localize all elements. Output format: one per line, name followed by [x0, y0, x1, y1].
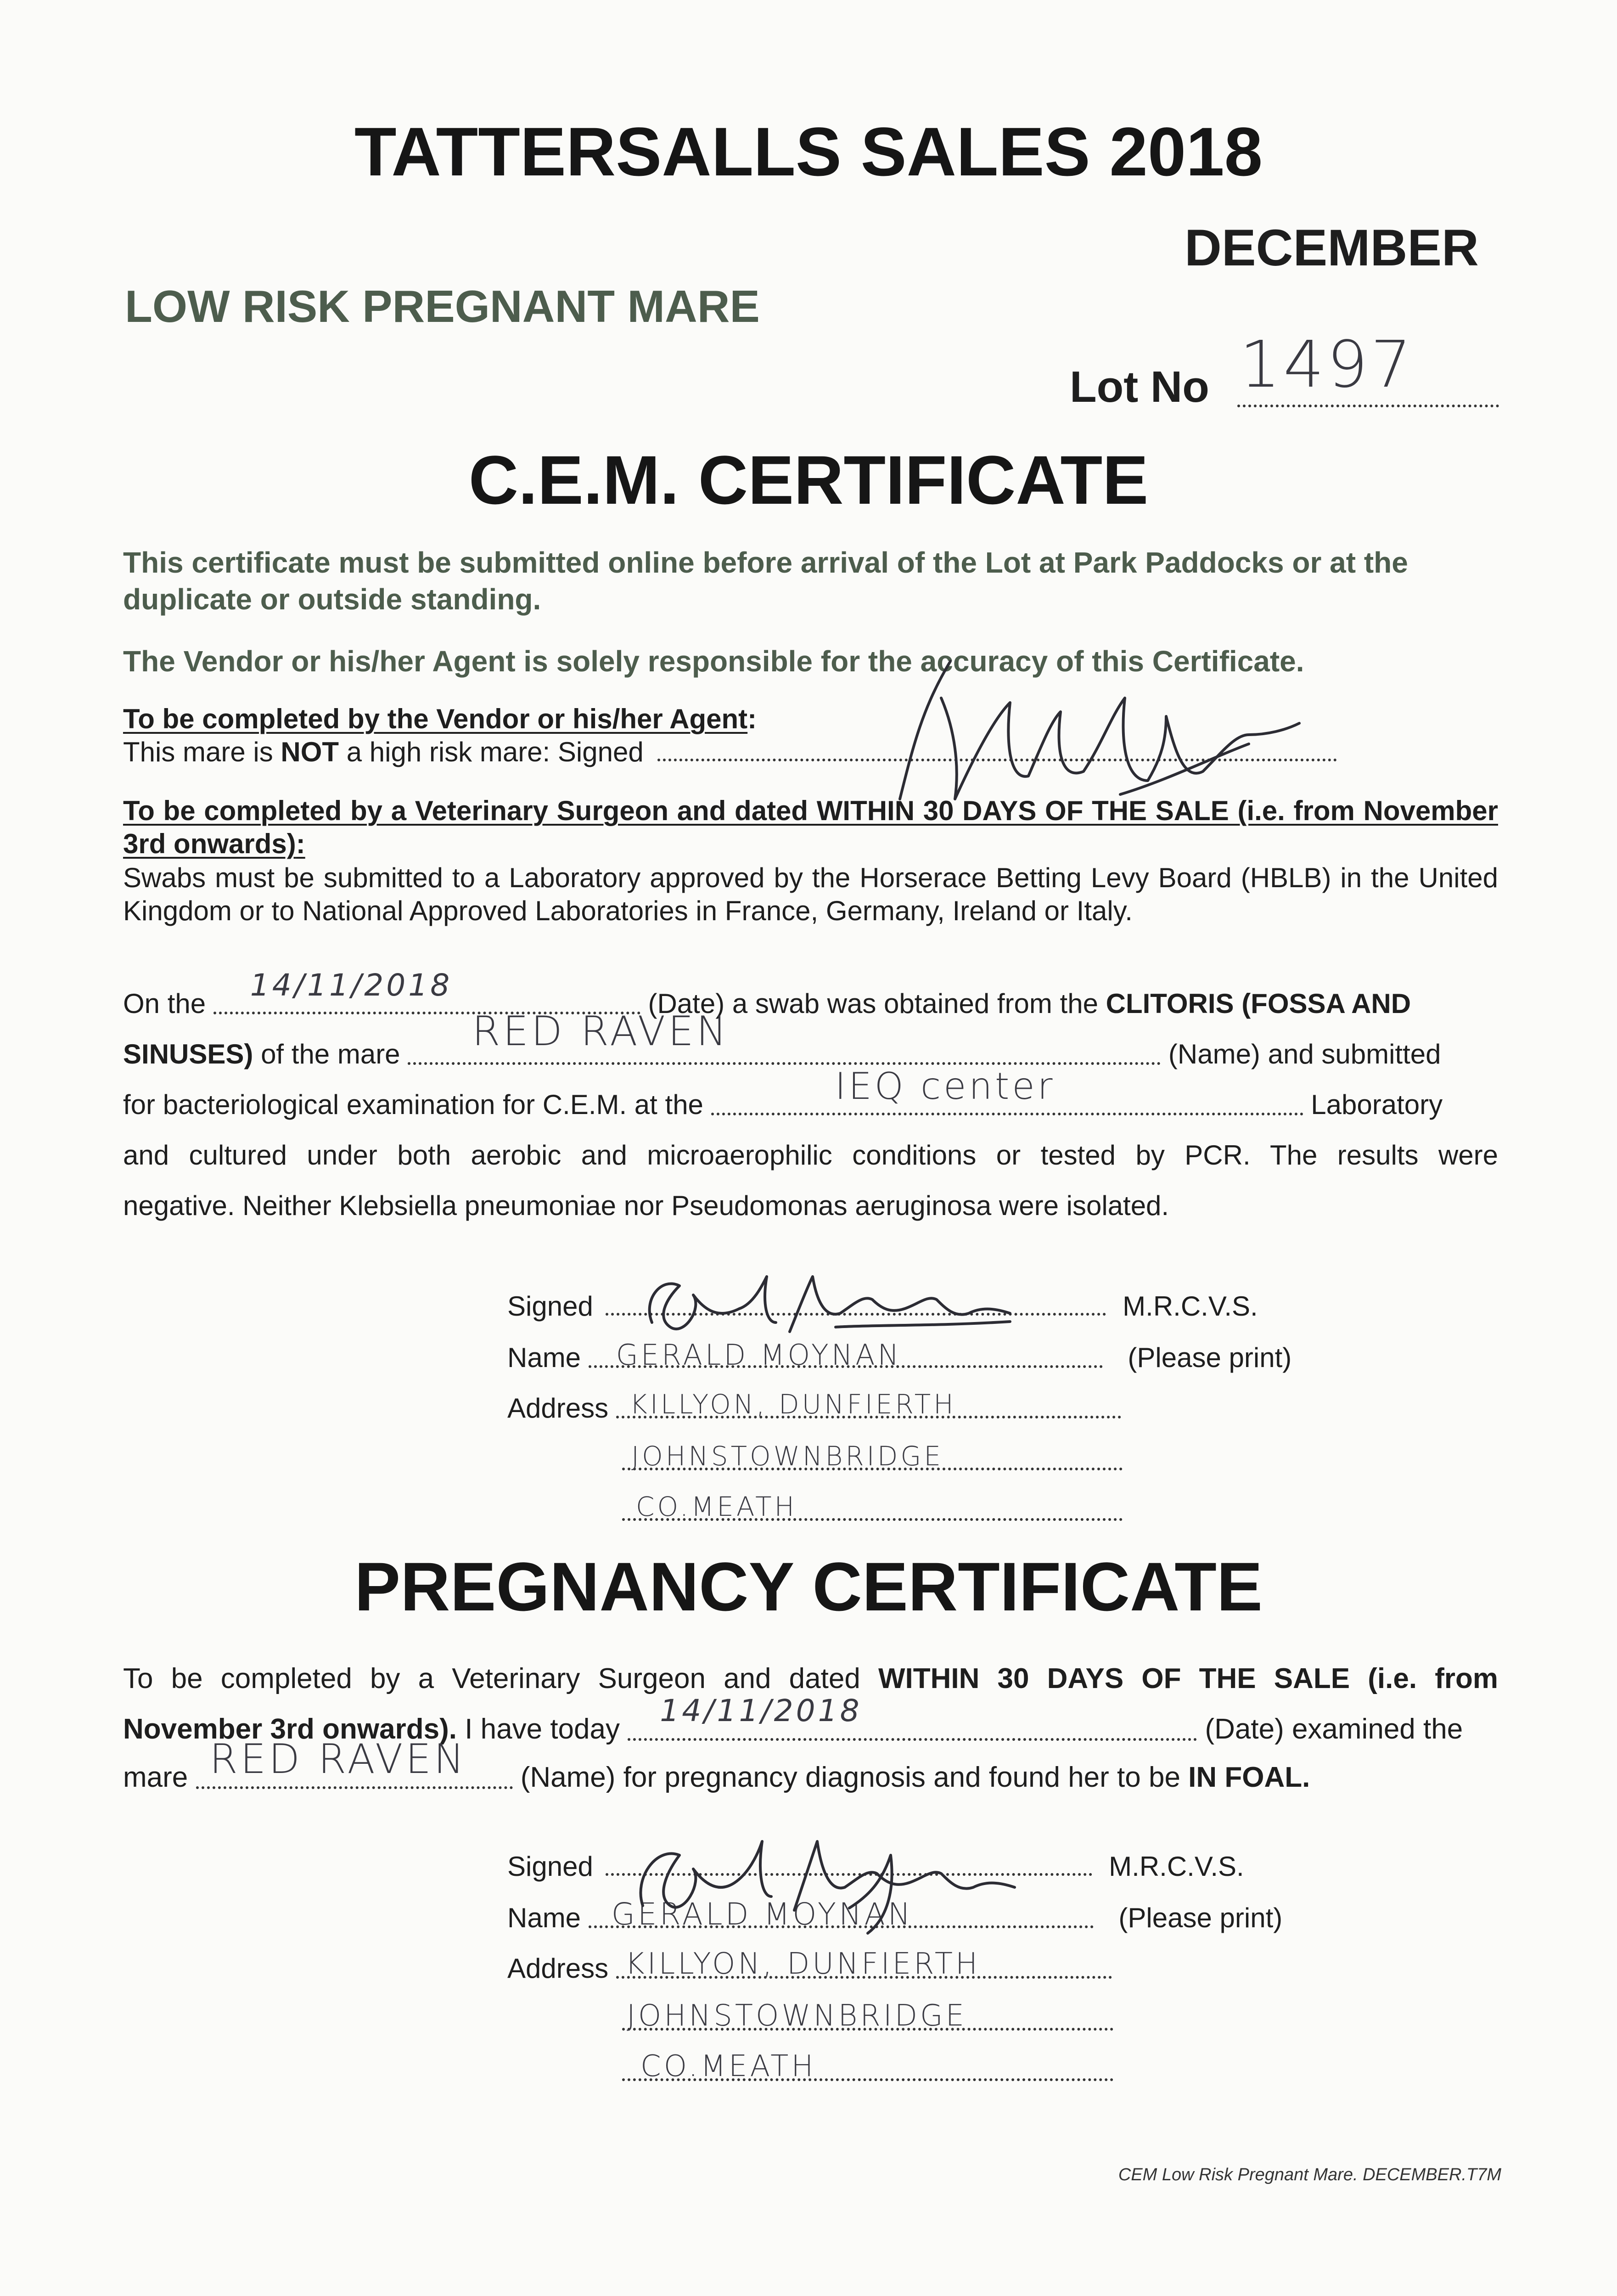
document-title: TATTERSALLS SALES 2018 [354, 113, 1263, 190]
vendor-statement: This mare is [123, 737, 281, 767]
negative-statement: negative. Neither Klebsiella pneumoniae nor Pseudomonas aeruginosa were isolated. [123, 1190, 1169, 1221]
pregnancy-date-value: 14/11/2018 [660, 1693, 862, 1728]
cem-vet-name-value: GERALD MOYNAN [616, 1338, 902, 1372]
not-emphasis: NOT [281, 737, 339, 767]
vendor-heading: To be completed by the Vendor or his/her Agent [123, 703, 748, 734]
vet-heading: To be completed by a Veterinary Surgeon and dated WITHIN 30 DAYS OF THE SALE (i.e. from November 3rd onwards): [123, 795, 1498, 859]
pregnancy-vet-name-value: GERALD MOYNAN [611, 1896, 913, 1932]
pregnancy-address-line-1: KILLYON, DUNFIERTH [625, 1947, 981, 1981]
cem-address-line-1: KILLYON, DUNFIERTH [629, 1389, 956, 1420]
laboratory-value: IEQ center [835, 1065, 1056, 1108]
lot-number-field [1070, 327, 1501, 411]
pregnancy-vet-signature [611, 1828, 1093, 1933]
swab-date-value: 14/11/2018 [250, 968, 453, 1003]
pregnancy-certificate-title: PREGNANCY CERTIFICATE [354, 1548, 1263, 1625]
cem-vet-signature [615, 1267, 1074, 1345]
dotted-line [1237, 404, 1499, 407]
vet-section [123, 794, 1498, 928]
footer-reference: CEM Low Risk Pregnant Mare. DECEMBER.T7M [1118, 2165, 1501, 2184]
cem-mare-name-value: RED RAVEN [472, 1007, 730, 1055]
cem-address-line-3: CO.MEATH [636, 1491, 797, 1522]
in-foal-result: IN FOAL. [1188, 1761, 1310, 1793]
cem-certificate-title: C.E.M. CERTIFICATE [468, 441, 1149, 518]
pregnancy-mare-name-value: RED RAVEN [209, 1735, 467, 1783]
pregnancy-address-line-2: JOHNSTOWNBRIDGE [627, 1999, 967, 2033]
lot-label: Lot No [1070, 362, 1209, 411]
cem-vet-block: Signed M.R.C.V.S. Name GERALD MOYNAN (Please print) Address KILLYON, DUNFIERTH JOHNSTOWNBRIDGE CO.MEATH [507, 1291, 1292, 1522]
vendor-signature [845, 643, 1327, 808]
pregnancy-address-line-3: CO.MEATH [640, 2049, 816, 2083]
pregnancy-vet-block: Signed M.R.C.V.S. Name GERALD MOYNAN (Please print) Address KILLYON, DUNFIERTH JOHNSTOWNBRIDGE CO.MEATH [507, 1851, 1283, 2083]
lot-number-value: 1497 [1240, 327, 1415, 402]
mare-category: LOW RISK PREGNANT MARE [125, 281, 760, 332]
cem-address-line-2: JOHNSTOWNBRIDGE [631, 1441, 944, 1472]
responsibility-notice: The Vendor or his/her Agent is solely responsible for the accuracy of this Certificate. [123, 645, 1304, 678]
sale-month: DECEMBER [1185, 219, 1479, 276]
swab-requirements: Swabs must be submitted to a Laboratory approved by the Horserace Betting Levy Board (HBLB) in the United Kingdom or to National Approved Laboratories in France, Germany, Ireland or Italy. [123, 862, 1498, 926]
online-submission-notice: This certificate must be submitted online before arrival of the Lot at Park Paddocks or at the duplicate or outside standing. [123, 546, 1408, 616]
culture-statement: and cultured under both aerobic and microaerophilic conditions or tested by PCR. The results were [123, 1140, 1498, 1171]
